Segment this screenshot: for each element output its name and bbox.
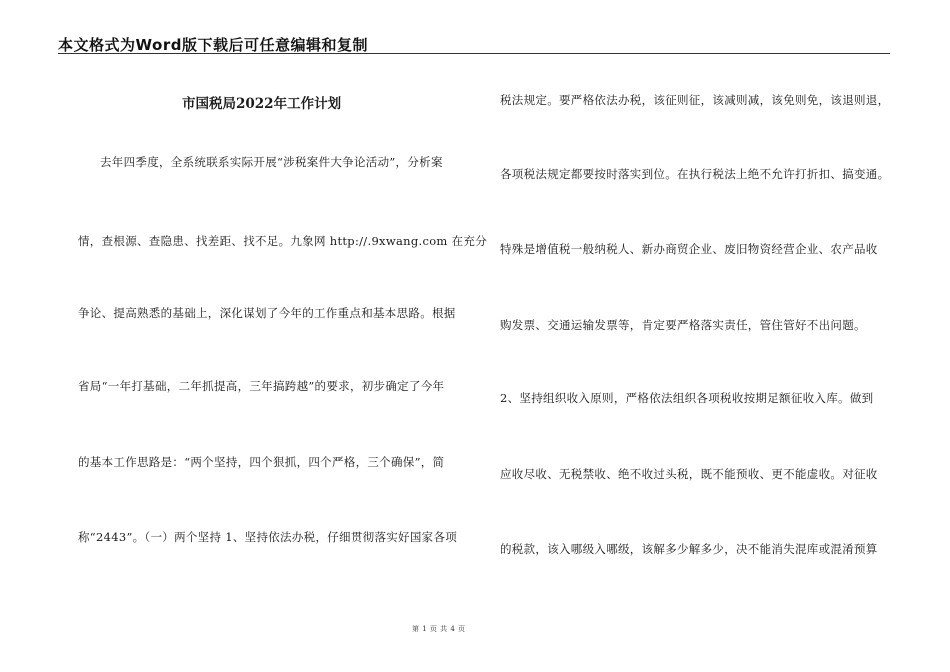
left-line-6: 称“2443”。（一）两个坚持 1、坚持依法办税，仔细贯彻落实好国家各项 (78, 530, 458, 544)
right-line-3: 特殊是增值税一般纳税人、新办商贸企业、废旧物资经营企业、农产品收 (500, 242, 878, 256)
right-line-7: 的税款，该入哪级入哪级，该解多少解多少，决不能消失混库或混淆预算 (500, 542, 878, 556)
left-line-5: 的基本工作思路是：“两个坚持，四个狠抓，四个严格，三个确保”，简 (78, 455, 445, 469)
header-banner: 本文格式为Word版下载后可任意编辑和复制 (58, 36, 368, 54)
right-line-4: 购发票、交通运输发票等，肯定要严格落实责任，管住管好不出问题。 (500, 318, 866, 332)
left-line-1: 去年四季度，全系统联系实际开展“涉税案件大争论活动”，分析案 (100, 155, 443, 169)
left-line-4: 省局“一年打基础，二年抓提高，三年搞跨越”的要求，初步确定了今年 (78, 379, 445, 393)
left-line-3: 争论、提高熟悉的基础上，深化谋划了今年的工作重点和基本思路。根据 (78, 306, 456, 320)
header-rule (58, 53, 890, 54)
right-line-1: 税法规定。要严格依法办税，该征则征，该减则减，该免则免，该退则退， (500, 93, 890, 107)
left-line-2: 情，查根源、查隐患、找差距、找不足。九象网 http://.9xwang.com 在充分 (78, 234, 487, 248)
doc-title: 市国税局2022年工作计划 (182, 96, 342, 112)
right-line-6: 应收尽收、无税禁收、绝不收过头税，既不能预收、更不能虚收。对征收 (500, 467, 878, 481)
page-footer: 第 1 页 共 4 页 (412, 625, 466, 633)
right-line-2: 各项税法规定都要按时落实到位。在执行税法上绝不允许打折扣、搞变通。 (500, 167, 890, 181)
right-line-5: 2、坚持组织收入原则，严格依法组织各项税收按期足额征收入库。做到 (500, 391, 874, 405)
